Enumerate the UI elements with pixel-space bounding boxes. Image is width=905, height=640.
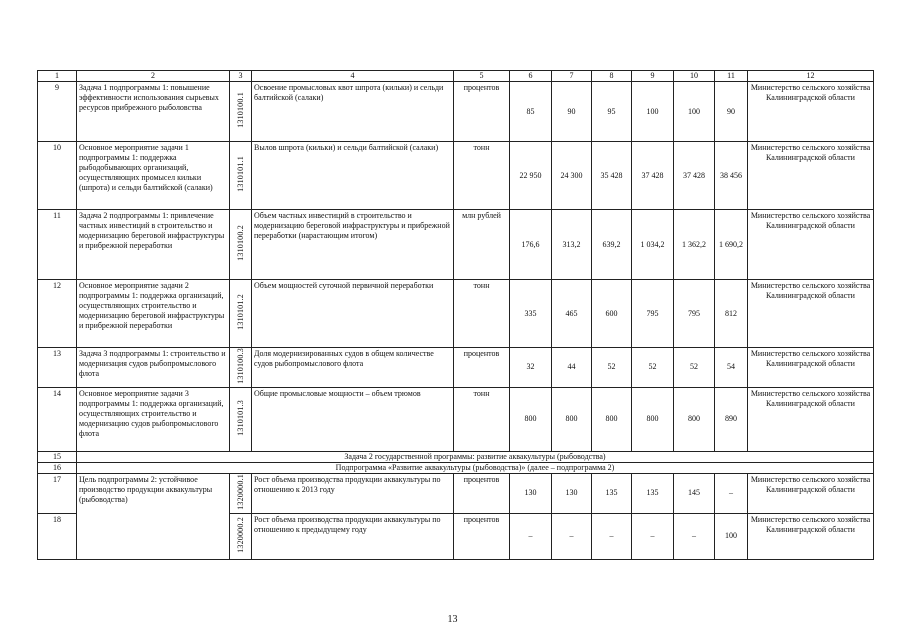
ministry-cell: Министерство сельского хозяйства Калининградской области xyxy=(748,280,874,348)
code-cell xyxy=(230,473,252,513)
table-row xyxy=(38,348,874,388)
row-number: 17 xyxy=(38,473,77,513)
header-cell: 11 xyxy=(715,71,748,82)
value-cell: 38 456 xyxy=(715,142,748,210)
goal-cell: Задача 3 подпрограммы 1: строительство и модернизация судов рыбопромыслового флота xyxy=(77,348,230,388)
indicator-cell: Рост объема производства продукции аквакультуры по отношению к 2013 году xyxy=(252,473,454,513)
indicators-table xyxy=(37,70,874,560)
header-cell: 1 xyxy=(38,71,77,82)
value-cell: 100 xyxy=(674,82,715,142)
table-row xyxy=(38,82,874,142)
code-cell xyxy=(230,210,252,280)
indicator-cell: Объем частных инвестиций в строительство и модернизацию береговой инфраструктуры и прибрежной переработки (нарастающим итогом) xyxy=(252,210,454,280)
value-cell: 800 xyxy=(592,387,632,451)
value-cell: 1 362,2 xyxy=(674,210,715,280)
value-cell: 100 xyxy=(715,513,748,559)
ministry-cell: Министерство сельского хозяйства Калининградской области xyxy=(748,513,874,559)
indicator-cell: Общие промысловые мощности – объем трюмов xyxy=(252,387,454,451)
table-row xyxy=(38,142,874,210)
value-cell: 35 428 xyxy=(592,142,632,210)
code-cell xyxy=(230,348,252,388)
value-cell: 890 xyxy=(715,387,748,451)
value-cell: 812 xyxy=(715,280,748,348)
unit-cell: млн рублей xyxy=(454,210,510,280)
indicator-cell: Объем мощностей суточной первичной переработки xyxy=(252,280,454,348)
value-cell: 44 xyxy=(552,348,592,388)
row-number: 15 xyxy=(38,451,77,462)
row-number: 14 xyxy=(38,387,77,451)
goal-cell: Основное мероприятие задачи 3 подпрограммы 1: поддержка организаций, осуществляющих строительство и модернизацию судов рыбопромыслового флота xyxy=(77,387,230,451)
ministry-cell: Министерство сельского хозяйства Калининградской области xyxy=(748,348,874,388)
value-cell: 1 690,2 xyxy=(715,210,748,280)
value-cell: – xyxy=(552,513,592,559)
value-cell: 639,2 xyxy=(592,210,632,280)
goal-cell: Задача 2 подпрограммы 1: привлечение частных инвестиций в строительство и модернизацию береговой инфраструктуры и прибрежной переработки xyxy=(77,210,230,280)
code-text: 1310101.3 xyxy=(235,399,245,436)
value-cell: 800 xyxy=(552,387,592,451)
ministry-cell: Министерство сельского хозяйства Калининградской области xyxy=(748,82,874,142)
value-cell: 600 xyxy=(592,280,632,348)
unit-cell: процентов xyxy=(454,348,510,388)
goal-cell: Основное мероприятие задачи 2 подпрограммы 1: поддержка организаций, осуществляющих строительство и модернизацию береговой инфраструктуры и прибрежной переработки xyxy=(77,280,230,348)
row-number: 9 xyxy=(38,82,77,142)
code-cell xyxy=(230,280,252,348)
goal-cell: Цель подпрограммы 2: устойчивое производство продукции аквакультуры (рыбоводства) xyxy=(77,473,230,559)
row-number: 12 xyxy=(38,280,77,348)
code-cell xyxy=(230,82,252,142)
value-cell: – xyxy=(592,513,632,559)
header-cell: 5 xyxy=(454,71,510,82)
value-cell: 130 xyxy=(552,473,592,513)
header-cell: 10 xyxy=(674,71,715,82)
value-cell: 52 xyxy=(592,348,632,388)
value-cell: 32 xyxy=(510,348,552,388)
value-cell: – xyxy=(632,513,674,559)
code-text: 1310101.2 xyxy=(235,294,245,330)
table-header-row xyxy=(38,71,874,82)
unit-cell: процентов xyxy=(454,473,510,513)
value-cell: 795 xyxy=(632,280,674,348)
value-cell: 800 xyxy=(632,387,674,451)
code-text: 1310100.1 xyxy=(235,92,245,128)
row-number: 11 xyxy=(38,210,77,280)
code-text: 1310100.2 xyxy=(235,225,245,261)
value-cell: 176,6 xyxy=(510,210,552,280)
header-cell: 8 xyxy=(592,71,632,82)
table-row xyxy=(38,473,874,513)
row-number: 16 xyxy=(38,462,77,473)
indicator-cell: Освоение промысловых квот шпрота (кильки) и сельди балтийской (салаки) xyxy=(252,82,454,142)
value-cell: – xyxy=(715,473,748,513)
value-cell: 95 xyxy=(592,82,632,142)
row-number: 13 xyxy=(38,348,77,388)
ministry-cell: Министерство сельского хозяйства Калининградской области xyxy=(748,387,874,451)
value-cell: 335 xyxy=(510,280,552,348)
value-cell: 800 xyxy=(510,387,552,451)
indicator-cell: Вылов шпрота (кильки) и сельди балтийской (салаки) xyxy=(252,142,454,210)
code-cell xyxy=(230,142,252,210)
value-cell: 37 428 xyxy=(632,142,674,210)
value-cell: 1 034,2 xyxy=(632,210,674,280)
header-cell: 3 xyxy=(230,71,252,82)
page-number: 13 xyxy=(447,614,458,625)
value-cell: 135 xyxy=(592,473,632,513)
value-cell: 800 xyxy=(674,387,715,451)
value-cell: 37 428 xyxy=(674,142,715,210)
indicator-cell: Рост объема производства продукции аквакультуры по отношению к предыдущему году xyxy=(252,513,454,559)
row-number: 18 xyxy=(38,513,77,559)
value-cell: – xyxy=(510,513,552,559)
value-cell: 22 950 xyxy=(510,142,552,210)
ministry-cell: Министерство сельского хозяйства Калининградской области xyxy=(748,210,874,280)
value-cell: 135 xyxy=(632,473,674,513)
table-row xyxy=(38,462,874,473)
value-cell: 465 xyxy=(552,280,592,348)
ministry-cell: Министерство сельского хозяйства Калининградской области xyxy=(748,142,874,210)
unit-cell: тонн xyxy=(454,280,510,348)
value-cell: 24 300 xyxy=(552,142,592,210)
code-text: 1310101.1 xyxy=(235,156,245,192)
value-cell: 52 xyxy=(632,348,674,388)
code-text: 1310100.3 xyxy=(235,348,245,384)
ministry-cell: Министерство сельского хозяйства Калининградской области xyxy=(748,473,874,513)
table-row xyxy=(38,387,874,451)
header-cell: 4 xyxy=(252,71,454,82)
subprogram-heading: Подпрограмма «Развитие аквакультуры (рыбоводства)» (далее – подпрограмма 2) xyxy=(77,462,874,473)
unit-cell: тонн xyxy=(454,387,510,451)
header-cell: 6 xyxy=(510,71,552,82)
table-row xyxy=(38,280,874,348)
header-cell: 2 xyxy=(77,71,230,82)
unit-cell: процентов xyxy=(454,82,510,142)
code-text: 1320000.1 xyxy=(235,473,245,510)
value-cell: 313,2 xyxy=(552,210,592,280)
goal-cell: Задача 1 подпрограммы 1: повышение эффективности использования сырьевых ресурсов прибрежного рыболовства xyxy=(77,82,230,142)
value-cell: 795 xyxy=(674,280,715,348)
value-cell: 54 xyxy=(715,348,748,388)
table-row xyxy=(38,210,874,280)
header-cell: 9 xyxy=(632,71,674,82)
code-cell xyxy=(230,513,252,559)
value-cell: 85 xyxy=(510,82,552,142)
unit-cell: процентов xyxy=(454,513,510,559)
value-cell: – xyxy=(674,513,715,559)
value-cell: 130 xyxy=(510,473,552,513)
code-text: 1320000.2 xyxy=(235,516,245,553)
unit-cell: тонн xyxy=(454,142,510,210)
value-cell: 52 xyxy=(674,348,715,388)
value-cell: 100 xyxy=(632,82,674,142)
row-number: 10 xyxy=(38,142,77,210)
value-cell: 145 xyxy=(674,473,715,513)
table-row xyxy=(38,451,874,462)
value-cell: 90 xyxy=(552,82,592,142)
header-cell: 7 xyxy=(552,71,592,82)
indicator-cell: Доля модернизированных судов в общем количестве судов рыбопромыслового флота xyxy=(252,348,454,388)
value-cell: 90 xyxy=(715,82,748,142)
code-cell xyxy=(230,387,252,451)
header-cell: 12 xyxy=(748,71,874,82)
goal-cell: Основное мероприятие задачи 1 подпрограммы 1: поддержка рыбодобывающих организаций, осуществляющих промысел кильки (шпрота) и сельди балтийской (салаки) xyxy=(77,142,230,210)
section-heading: Задача 2 государственной программы: развитие аквакультуры (рыбоводства) xyxy=(77,451,874,462)
